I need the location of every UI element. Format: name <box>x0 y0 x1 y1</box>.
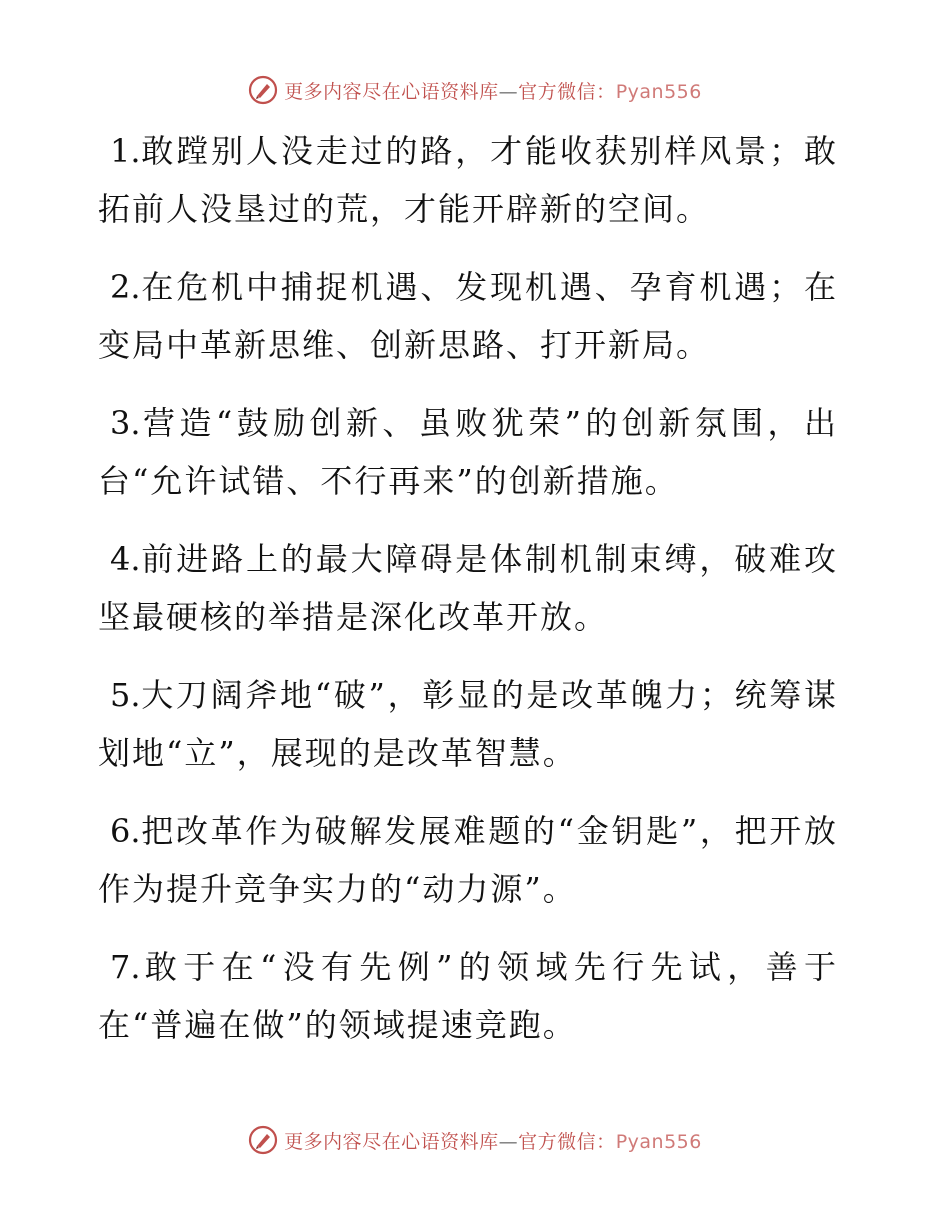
banner-account: Pyan556 <box>615 1130 702 1153</box>
list-item: 1.敢蹚别人没走过的路，才能收获别样风景；敢拓前人没垦过的荒，才能开辟新的空间。 <box>98 132 838 228</box>
banner-account: Pyan556 <box>615 80 702 103</box>
banner-text <box>284 77 702 104</box>
document-body <box>98 122 838 1074</box>
banner-main-text: 更多内容尽在心语资料库 <box>284 80 499 103</box>
banner-label: 官方微信： <box>518 80 616 103</box>
pen-logo-icon <box>248 1125 278 1155</box>
list-item: 7.敢于在“没有先例”的领域先行先试，善于在“普遍在做”的领域提速竞跑。 <box>98 948 838 1044</box>
list-item: 3.营造“鼓励创新、虽败犹荣”的创新氛围，出台“允许试错、不行再来”的创新措施。 <box>98 404 838 500</box>
page-footer-banner <box>0 1122 950 1158</box>
list-item: 4.前进路上的最大障碍是体制机制束缚，破难攻坚最硬核的举措是深化改革开放。 <box>98 540 838 636</box>
list-item: 5.大刀阔斧地“破”，彰显的是改革魄力；统筹谋划地“立”，展现的是改革智慧。 <box>98 676 838 772</box>
list-item: 6.把改革作为破解发展难题的“金钥匙”，把开放作为提升竞争实力的“动力源”。 <box>98 812 838 908</box>
list-item: 2.在危机中捕捉机遇、发现机遇、孕育机遇；在变局中革新思维、创新思路、打开新局。 <box>98 268 838 364</box>
page-header-banner <box>0 72 950 108</box>
pen-logo-icon <box>248 75 278 105</box>
banner-text <box>284 1127 702 1154</box>
banner-label: 官方微信： <box>518 1130 616 1153</box>
banner-separator: — <box>498 1130 519 1153</box>
banner-separator: — <box>498 80 519 103</box>
banner-main-text: 更多内容尽在心语资料库 <box>284 1130 499 1153</box>
